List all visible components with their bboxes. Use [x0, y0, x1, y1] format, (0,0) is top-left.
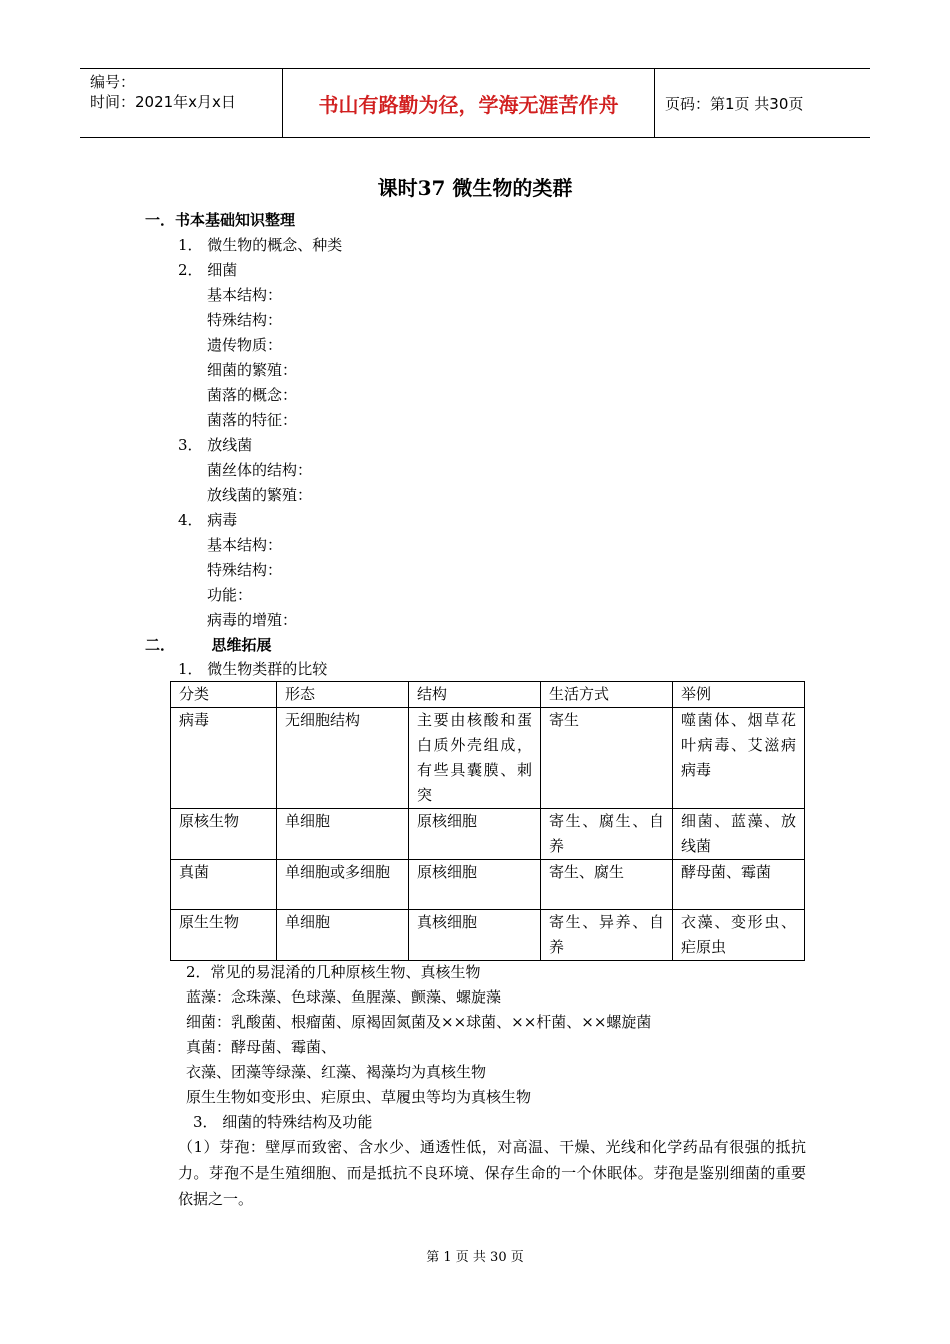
body-line: 蓝藻：念珠藻、色球藻、鱼腥藻、颤藻、螺旋藻	[186, 988, 502, 1006]
page-footer: 第 1 页 共 30 页	[426, 1250, 524, 1265]
outline-line: 功能：	[207, 586, 253, 604]
document-title: 课时37 微生物的类群	[377, 176, 573, 200]
outline-line: 特殊结构：	[207, 561, 283, 579]
table-cell: 原核细胞	[409, 809, 541, 860]
table-cell: 噬菌体、烟草花叶病毒、艾滋病病毒	[673, 708, 805, 809]
table-cell: 衣藻、变形虫、疟原虫	[673, 910, 805, 961]
outline-line: 1． 微生物的概念、种类	[178, 236, 343, 254]
outline-line: 遗传物质：	[207, 336, 283, 354]
table-cell: 单细胞	[277, 809, 409, 860]
table-cell: 酵母菌、霉菌	[673, 860, 805, 910]
table-row	[171, 860, 805, 910]
table-cell: 病毒	[171, 708, 277, 809]
outline-line: 菌丝体的结构：	[207, 461, 313, 479]
header-page-info: 页码：第1页 共30页	[665, 94, 804, 113]
table-row	[171, 809, 805, 860]
table-header-cell: 结构	[409, 682, 541, 708]
outline-line: 放线菌的繁殖：	[207, 486, 313, 504]
table-cell: 寄生、腐生	[541, 860, 673, 910]
table-cell: 原生生物	[171, 910, 277, 961]
table-header-cell: 分类	[171, 682, 277, 708]
table-header-cell: 生活方式	[541, 682, 673, 708]
body-line: 原生生物如变形虫、疟原虫、草履虫等均为真核生物	[186, 1088, 532, 1106]
outline-line: 菌落的特征：	[207, 411, 298, 429]
outline-line: 基本结构：	[207, 286, 283, 304]
body-line: 2．常见的易混淆的几种原核生物、真核生物	[186, 963, 481, 981]
table-cell: 寄生	[541, 708, 673, 809]
table-cell: 寄生、腐生、自养	[541, 809, 673, 860]
outline-line: 2． 细菌	[178, 261, 238, 279]
outline-line: 细菌的繁殖：	[207, 361, 298, 379]
body-paragraph: （1）芽孢：壁厚而致密、含水少、通透性低，对高温、干燥、光线和化学药品有很强的抵抗力。芽孢不是生殖细胞、而是抵抗不良环境、保存生命的一个休眠体。芽孢是鉴别细菌的重要依据之一。	[178, 1138, 806, 1208]
table-header-cell: 形态	[277, 682, 409, 708]
table-cell: 细菌、蓝藻、放线菌	[673, 809, 805, 860]
outline-line: 3． 放线菌	[178, 436, 253, 454]
table-row	[171, 708, 805, 809]
outline-line: 菌落的概念：	[207, 386, 298, 404]
outline-line: 4． 病毒	[178, 511, 238, 529]
outline-line: 特殊结构：	[207, 311, 283, 329]
outline-line: 病毒的增殖：	[207, 611, 298, 629]
body-line: 衣藻、团藻等绿藻、红藻、褐藻均为真核生物	[186, 1063, 487, 1081]
table-cell: 原核生物	[171, 809, 277, 860]
table-cell: 单细胞	[277, 910, 409, 961]
body-line: 真菌：酵母菌、霉菌、	[186, 1038, 337, 1056]
outline-line: 基本结构：	[207, 536, 283, 554]
table-cell: 真菌	[171, 860, 277, 910]
header-motto: 书山有路勤为径，学海无涯苦作舟	[282, 69, 655, 137]
table-cell: 原核细胞	[409, 860, 541, 910]
table-cell: 主要由核酸和蛋白质外壳组成，有些具囊膜、刺突	[409, 708, 541, 809]
table-header-row	[171, 682, 805, 708]
section2-heading: 二． 思维拓展	[145, 636, 272, 654]
table-cell: 单细胞或多细胞	[277, 860, 409, 910]
page-header	[80, 68, 870, 138]
table-header-cell: 举例	[673, 682, 805, 708]
table-row	[171, 910, 805, 961]
serial-label: 编号：	[90, 73, 136, 91]
date-label: 时间：2021年x月x日	[90, 93, 236, 111]
comparison-table	[170, 681, 805, 961]
subsection-title: 3． 细菌的特殊结构及功能	[193, 1113, 373, 1131]
header-meta	[80, 69, 282, 137]
table-cell: 无细胞结构	[277, 708, 409, 809]
table-cell: 寄生、异养、自养	[541, 910, 673, 961]
subsection-title: 1． 微生物类群的比较	[178, 660, 328, 678]
section1-heading: 一．书本基础知识整理	[145, 211, 296, 229]
body-line: 细菌：乳酸菌、根瘤菌、原褐固氮菌及××球菌、××杆菌、××螺旋菌	[186, 1013, 652, 1031]
table-cell: 真核细胞	[409, 910, 541, 961]
